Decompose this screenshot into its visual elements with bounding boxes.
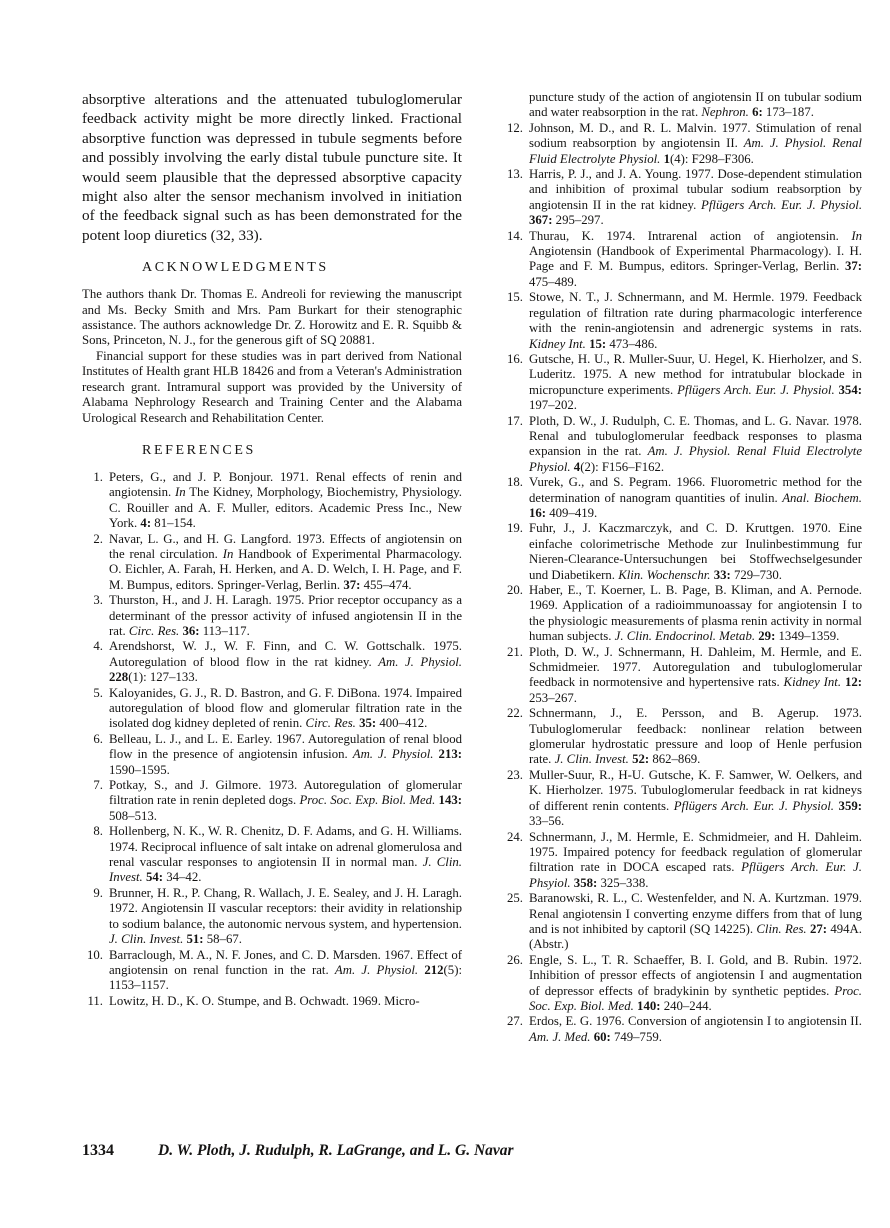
acknowledgments-paragraph-2: Financial support for these studies was in part derived from National Institutes of Health grant HLB 18426 and from a Veteran's Administration research grant. Intramural support was provided by the University of Alabama Nephrology Research and Training Center and the Alabama Urological Research and Rehabilitation Center. (82, 348, 462, 425)
reference-number: 3. (93, 593, 103, 608)
reference-item (502, 891, 862, 953)
running-authors: D. W. Ploth, J. Rudulph, R. LaGrange, and L. G. Navar (158, 1142, 514, 1159)
reference-number: 22. (507, 706, 523, 721)
reference-item (82, 470, 462, 532)
reference-text: Potkay, S., and J. Gilmore. 1973. Autoregulation of glomerular filtration rate in renin depleted dogs. Proc. Soc. Exp. Biol. Med. 143: 508–513. (109, 778, 463, 823)
reference-number: 20. (507, 583, 523, 597)
reference-item (82, 732, 462, 778)
reference-text: Navar, L. G., and H. G. Langford. 1973. Effects of angiotensin on the renal circulation. In Handbook of Experimental Pharmacology. O. Eichler, A. Farah, H. Herken, and A. D. Welch, I. H. Page, and F. M. Bumpus, editors. Springer-Verlag, Berlin. 37: 455–474. (109, 531, 462, 592)
reference-item (502, 475, 862, 521)
reference-text: Baranowski, R. L., C. Westenfelder, and N. A. Kurtzman. 1979. Renal angiotensin I converting enzyme differs from that of lung and is not inhibited by captoril (SQ 14225). Clin. Res. 27: 494A.(Abstr.) (529, 891, 862, 952)
reference-item (502, 706, 862, 768)
reference-number: 4. (93, 639, 103, 654)
reference-item (502, 645, 862, 707)
reference-text: Kaloyanides, G. J., R. D. Bastron, and G. F. DiBona. 1974. Impaired autoregulation of blood flow and glomerular filtration rate in the isolated dog kidney depleted of renin. Circ. Res. 35: 400–412. (109, 685, 462, 731)
reference-text: Thurau, K. 1974. Intrarenal action of angiotensin. In Angiotensin (Handbook of Experimental Pharmacology). I. H. Page and F. M. Bumpus, editors. Springer-Verlag, Berlin. 37: 475–489. (529, 228, 862, 289)
reference-text: Belleau, L. J., and L. E. Earley. 1967. Autoregulation of renal blood flow in the presence of angiotensin infusion. Am. J. Physiol. 213: 1590–1595. (109, 731, 463, 777)
reference-item (82, 948, 462, 994)
reference-item (502, 229, 862, 291)
page-footer (82, 1142, 862, 1160)
reference-number: 6. (93, 731, 103, 746)
acknowledgments-heading: ACKNOWLEDGMENTS (142, 260, 329, 276)
reference-item (502, 583, 862, 645)
reference-item (82, 778, 462, 824)
reference-number: 18. (507, 475, 523, 490)
reference-text: Barraclough, M. A., N. F. Jones, and C. D. Marsden. 1967. Effect of angiotensin on renal function in the rat. Am. J. Physiol. 212(5): 1153–1157. (109, 947, 463, 993)
reference-number: 19. (507, 521, 523, 536)
reference-number: 13. (507, 167, 523, 182)
reference-item (502, 1014, 862, 1045)
reference-text: Vurek, G., and S. Pegram. 1966. Fluorometric method for the determination of nanogram quantities of inulin. Anal. Biochem. 16: 409–419. (529, 475, 862, 520)
reference-text: Ploth, D. W., J. Rudulph, C. E. Thomas, and L. G. Navar. 1978. Renal and tubuloglomerular feedback responses to plasma expansion in the rat. Am. J. Physiol. Renal Fluid Electrolyte Physiol. 4(2): F156–F162. (529, 413, 863, 474)
reference-number: 5. (93, 685, 103, 700)
reference-text: Brunner, H. R., P. Chang, R. Wallach, J. E. Sealey, and J. H. Laragh. 1972. Angiotensin II vascular receptors: their avidity in relationship to sodium balance, the autonomic nervous system, and hypertension. J. Clin. Invest. 51: 58–67. (109, 885, 462, 947)
closing-paragraph: absorptive alterations and the attenuated tubuloglomerular feedback activity might be more directly linked. Fractional absorptive function was depressed in tubule segments before and possibly involving the early distal tubule puncture site. It would seem plausible that the depressed absorptive capacity might also alter the sensor mechanism involved in initiation of the feedback signal such as has been demonstrated for the potent loop diuretics (32, 33). (82, 91, 462, 244)
reference-item (502, 830, 862, 892)
reference-item (82, 824, 462, 886)
reference-text: Johnson, M. D., and R. L. Malvin. 1977. Stimulation of renal sodium reabsorption by angiotensin II. Am. J. Physiol. Renal Fluid Electrolyte Physiol. 1(4): F298–F306. (529, 120, 862, 166)
reference-text: Schnermann, J., E. Persson, and B. Agerup. 1973. Tubuloglomerular feedback: nonlinear relation between glomerular hydrostatic pressure and loop of Henle perfusion rate. J. Clin. Invest. 52: 862–869. (529, 706, 862, 767)
reference-text: Gutsche, H. U., R. Muller-Suur, U. Hegel, K. Hierholzer, and S. Luderitz. 1975. A new method for intratubular blockade in micropuncture experiments. Pflügers Arch. Eur. J. Physiol. 354: 197–202. (529, 351, 862, 413)
reference-number: 23. (507, 767, 523, 782)
reference-number: 2. (93, 531, 103, 546)
reference-text: Muller-Suur, R., H-U. Gutsche, K. F. Samwer, W. Oelkers, and K. Hierholzer. 1975. Tubuloglomerular feedback in rat kidneys of different renin contents. Pflügers Arch. Eur. J. Physiol. 359: 33–56. (529, 767, 863, 829)
reference-number: 16. (507, 351, 523, 366)
reference-number: 26. (507, 952, 523, 967)
reference-item (502, 121, 862, 167)
reference-item (82, 593, 462, 639)
reference-text: Arendshorst, W. J., W. F. Finn, and C. W. Gottschalk. 1975. Autoregulation of blood flow in the rat kidney. Am. J. Physiol. 228(1): 127–133. (109, 639, 462, 685)
reference-text: Harris, P. J., and J. A. Young. 1977. Dose-dependent stimulation and inhibition of proximal tubular sodium reabsorption by angiotensin II in the rat kidney. Pflügers Arch. Eur. J. Physiol. 367: 295–297. (529, 167, 863, 228)
reference-item (82, 639, 462, 685)
reference-text: Hollenberg, N. K., W. R. Chenitz, D. F. Adams, and G. H. Williams. 1974. Reciprocal influence of salt intake on adrenal glomerulosa and renal vascular responses to angiotensin II in normal man. J. Clin. Invest. 54: 34–42. (109, 824, 462, 885)
reference-number: 9. (93, 885, 103, 900)
reference-text: Thurston, H., and J. H. Laragh. 1975. Prior receptor occupancy as a determinant of the pressor activity of infused angiotensin II in the rat. Circ. Res. 36: 113–117. (109, 593, 462, 638)
reference-number: 21. (507, 644, 523, 659)
left-column (82, 90, 462, 1045)
references-list-left (82, 470, 462, 1009)
reference-number: 15. (507, 290, 523, 305)
reference-number: 14. (507, 228, 523, 243)
reference-item (82, 686, 462, 732)
reference-number: 8. (93, 824, 103, 839)
reference-text: Stowe, N. T., J. Schnermann, and M. Hermle. 1979. Feedback regulation of filtration rate during pharmacologic interference with the renin-angiotensin and adrenergic systems in rats. Kidney Int. 15: 473–486. (529, 290, 862, 351)
reference-number: 10. (87, 947, 103, 962)
two-column-layout (82, 90, 862, 1045)
reference-number: 24. (507, 829, 523, 844)
reference-number: 25. (507, 891, 523, 906)
reference-item (502, 521, 862, 583)
reference-text: Lowitz, H. D., K. O. Stumpe, and B. Ochwadt. 1969. Micro- (109, 993, 420, 1008)
reference-number: 11. (87, 993, 103, 1008)
reference-text: Fuhr, J., J. Kaczmarczyk, and C. D. Kruttgen. 1970. Eine einfache colorimetrische Methode zur Inulinbestimmung fur Nieren-Clearance-Untersuchungen bei Stoffwechselgesunder und Diabetikern. Klin. Wochenschr. 33: 729–730. (529, 521, 862, 582)
reference-number: 27. (507, 1014, 523, 1029)
references-heading: REFERENCES (142, 442, 256, 458)
acknowledgments-paragraph-1: The authors thank Dr. Thomas E. Andreoli for reviewing the manuscript and Ms. Becky Smith and Mrs. Pam Burkart for their stenographic assistance. The authors acknowledge Dr. Z. Horowitz and E. R. Squibb & Sons, Princeton, N. J., for the generous gift of SQ 20881. (82, 287, 462, 348)
references-list-right (502, 121, 862, 1045)
reference-number: 1. (93, 469, 103, 484)
reference-11-continuation: puncture study of the action of angiotensin II on tubular sodium and water reabsorption in the rat. Nephron. 6: 173–187. (529, 90, 862, 120)
right-column (502, 90, 862, 1045)
reference-item (82, 532, 462, 594)
reference-text: Schnermann, J., M. Hermle, E. Schmidmeier, and H. Dahleim. 1975. Impaired potency for feedback regulation of glomerular filtration rate in DOCA escaped rats. Pflügers Arch. Eur. J. Phsyiol. 358: 325–338. (529, 829, 862, 890)
reference-item (502, 953, 862, 1015)
reference-text: Ploth, D. W., J. Schnermann, H. Dahleim, M. Hermle, and E. Schmidmeier. 1977. Autoregulation and tubuloglomerular feedback in normotensive and hypertensive rats. Kidney Int. 12: 253–267. (529, 644, 862, 705)
reference-item (502, 768, 862, 830)
reference-text: Erdos, E. G. 1976. Conversion of angiotensin I to angiotensin II. Am. J. Med. 60: 749–759. (529, 1014, 862, 1044)
reference-item (502, 167, 862, 229)
reference-item (502, 290, 862, 352)
page-number: 1334 (82, 1142, 114, 1159)
reference-item (82, 886, 462, 948)
reference-item (82, 994, 462, 1009)
reference-text: Haber, E., T. Koerner, L. B. Page, B. Kliman, and A. Pernode. 1969. Application of a radioimmunoassay for angiotensin I to the physiologic measurements of plasma renin activity in normal human subjects. J. Clin. Endocrinol. Metab. 29: 1349–1359. (529, 583, 862, 644)
reference-number: 17. (507, 413, 523, 428)
reference-text: Peters, G., and J. P. Bonjour. 1971. Renal effects of renin and angiotensin. In The Kidney, Morphology, Biochemistry, Physiology. C. Rouiller and A. F. Muller, editors. Academic Press Inc., New York. 4: 81–154. (109, 469, 462, 531)
reference-item (502, 414, 862, 476)
reference-number: 12. (507, 120, 523, 135)
reference-item (502, 352, 862, 414)
reference-text: Engle, S. L., T. R. Schaeffer, B. I. Gold, and B. Rubin. 1972. Inhibition of pressor effects of angiotensin I and augmentation of depressor effects of bradykinin by synthetic peptides. Proc. Soc. Exp. Biol. Med. 140: 240–244. (529, 952, 862, 1013)
reference-number: 7. (93, 778, 103, 793)
